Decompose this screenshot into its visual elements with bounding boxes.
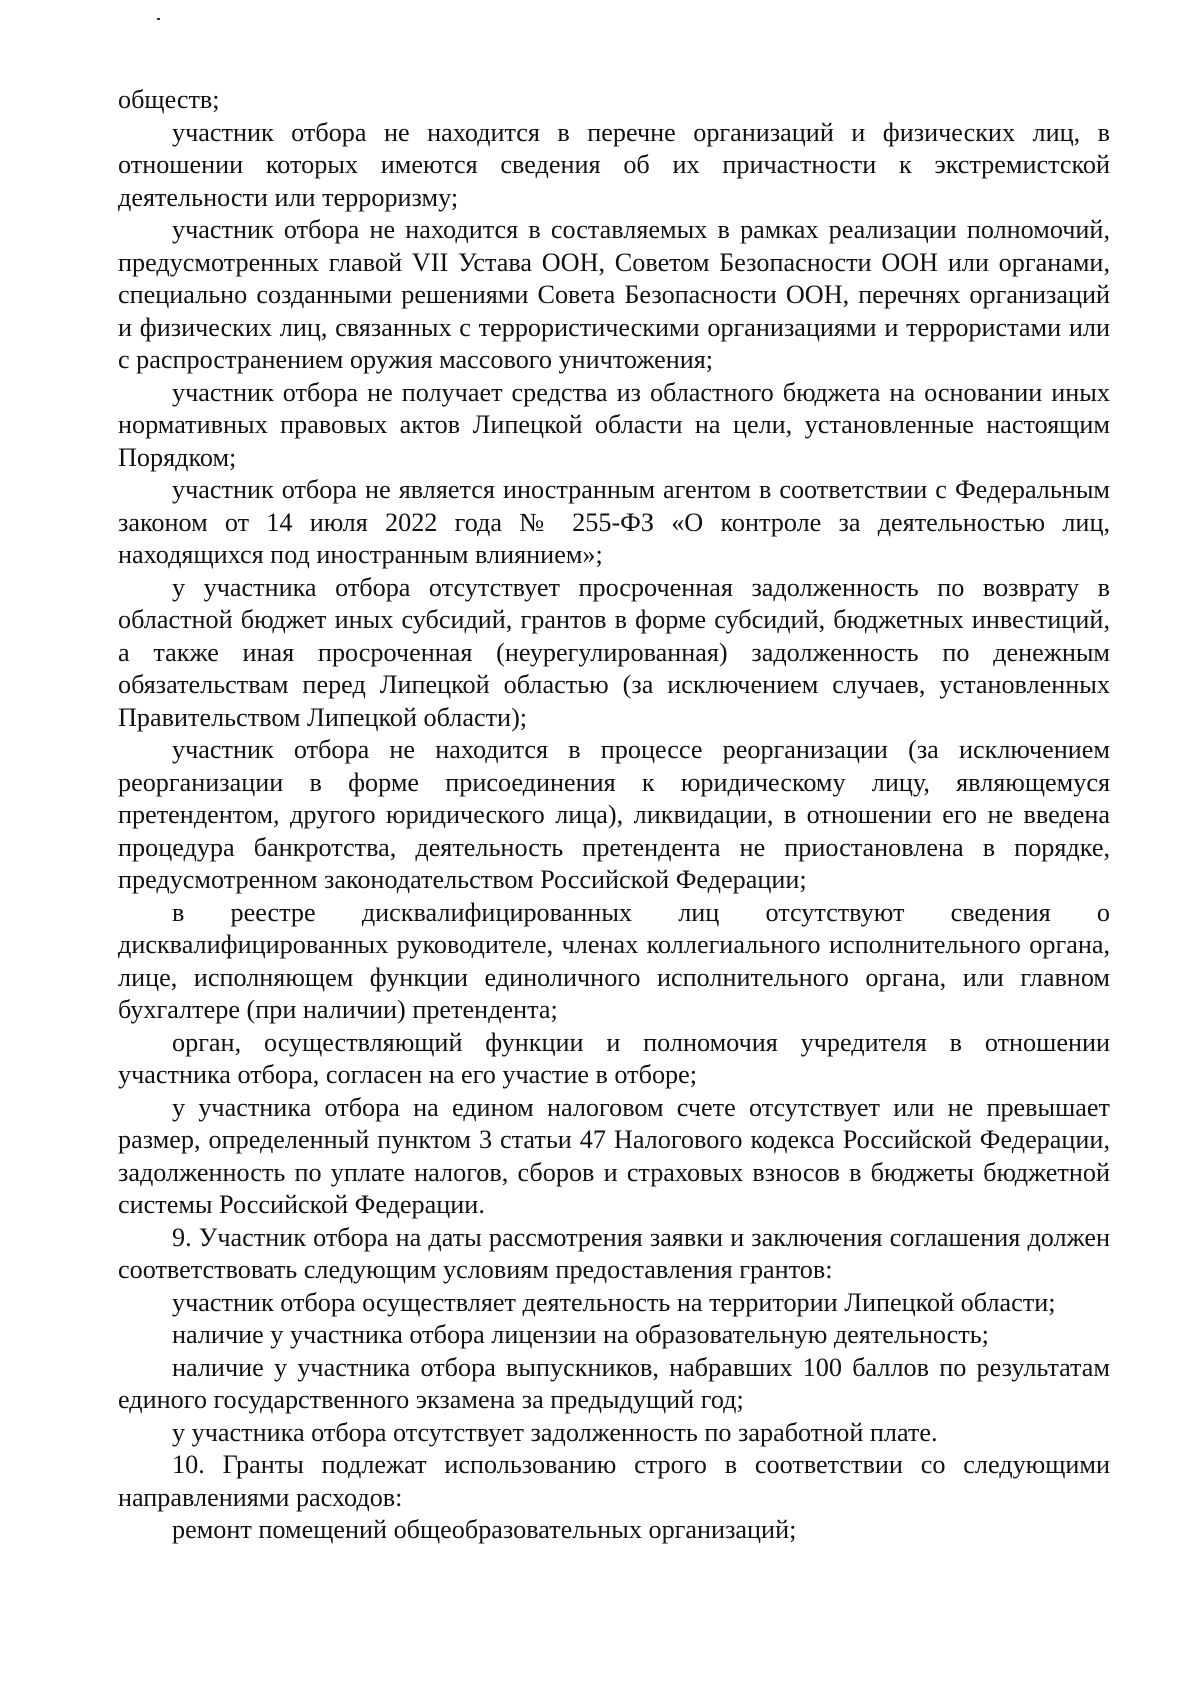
section-10-paragraph: 10. Гранты подлежат использованию строго в соответствии со следующими направлениями расходов: [118, 1450, 1110, 1512]
paragraph: в реестре дисквалифицированных лиц отсутствуют сведения о дисквалифицированных руководителе, членах коллегиального исполнительного органа, лице, исполняющем функции единоличного исполнительного органа, или главном бухгалтере (при наличии) претендента; [118, 897, 1110, 1024]
scan-speck [157, 18, 160, 20]
paragraph: у участника отбора отсутствует задолженность по заработной плате. [172, 1417, 938, 1447]
paragraph: наличие у участника отбора лицензии на образовательную деятельность; [172, 1320, 989, 1349]
document-body [118, 84, 1110, 1547]
paragraph: обществ; [118, 85, 220, 114]
paragraph: участник отбора не находится в составляемых в рамках реализации полномочий, предусмотренных главой VII Устава ООН, Советом Безопасности ООН или органами, специально созданными решениями Совета Безопасности ООН, перечнях организаций и физических лиц, связанных с террористическими организациями и террористами или с распространением оружия массового уничтожения; [118, 215, 1110, 374]
section-9-paragraph: 9. Участник отбора на даты рассмотрения заявки и заключения соглашения должен соответствовать следующим условиям предоставления грантов: [118, 1222, 1110, 1284]
paragraph: участник отбора не является иностранным агентом в соответствии с Федеральным законом от 14 июля 2022 года № 255-ФЗ «О контроле за деятельностью лиц, находящихся под иностранным влиянием»; [118, 475, 1110, 569]
paragraph: участник отбора не находится в процессе реорганизации (за исключением реорганизации в форме присоединения к юридическому лицу, являющемуся претендентом, другого юридического лица), ликвидации, в отношении его не введена процедура банкротства, деятельность претендента не приостановлена в порядке, предусмотренном законодательством Российской Федерации; [118, 735, 1110, 894]
paragraph: наличие у участника отбора выпускников, набравших 100 баллов по результатам единого государственного экзамена за предыдущий год; [118, 1352, 1110, 1414]
paragraph: у участника отбора на едином налоговом счете отсутствует или не превышает размер, определенный пунктом 3 статьи 47 Налогового кодекса Российской Федерации, задолженность по уплате налогов, сборов и страховых взносов в бюджеты бюджетной системы Российской Федерации. [118, 1092, 1110, 1219]
paragraph: орган, осуществляющий функции и полномочия учредителя в отношении участника отбора, согласен на его участие в отборе; [118, 1027, 1110, 1089]
paragraph: у участника отбора отсутствует просроченная задолженность по возврату в областной бюджет иных субсидий, грантов в форме субсидий, бюджетных инвестиций, а также иная просроченная (неурегулированная) задолженность по денежным обязательствам перед Липецкой областью (за исключением случаев, установленных Правительством Липецкой области); [118, 572, 1110, 732]
paragraph: участник отбора осуществляет деятельность на территории Липецкой области; [172, 1287, 1056, 1317]
paragraph: участник отбора не находится в перечне организаций и физических лиц, в отношении которых имеются сведения об их причастности к экстремистской деятельности или терроризму; [118, 117, 1110, 212]
paragraph: ремонт помещений общеобразовательных организаций; [172, 1515, 797, 1544]
paragraph: участник отбора не получает средства из областного бюджета на основании иных нормативных правовых актов Липецкой области на цели, установленные настоящим Порядком; [118, 377, 1110, 472]
